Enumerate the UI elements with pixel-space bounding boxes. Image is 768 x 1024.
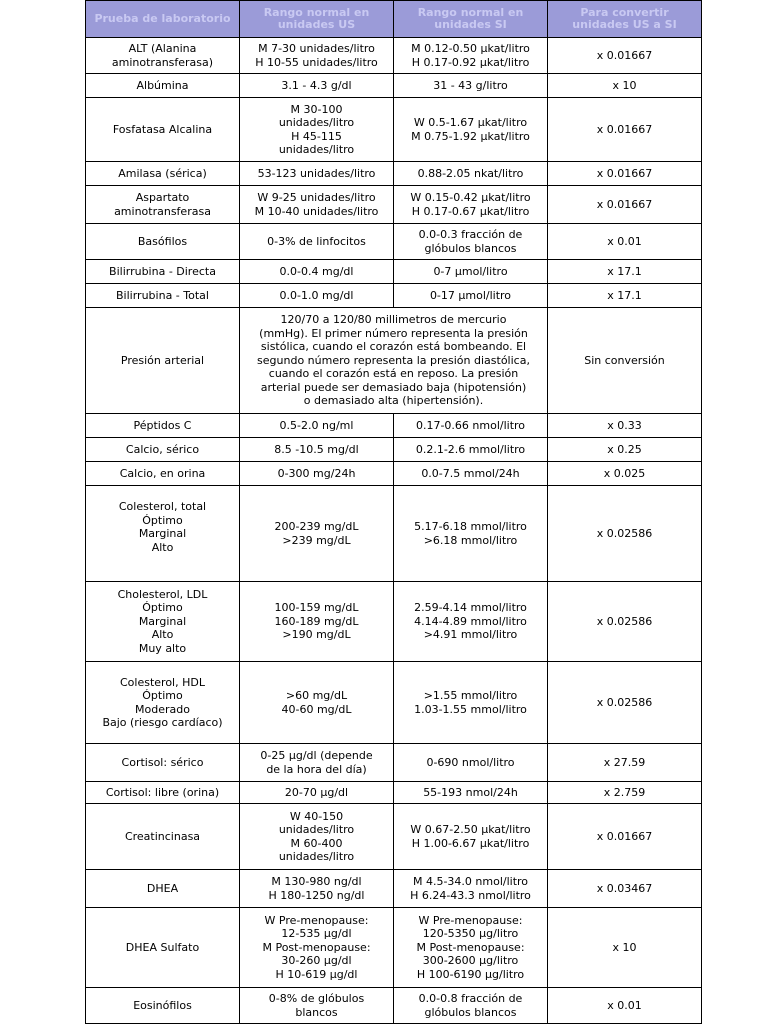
table-row bbox=[86, 186, 702, 224]
test-name-cell: Cholesterol, LDL Óptimo Marginal Alto Muy alto bbox=[86, 582, 240, 662]
us-range-cell: M 7-30 unidades/litro H 10-55 unidades/litro bbox=[240, 38, 394, 74]
table-row bbox=[86, 38, 702, 74]
test-name-cell: Cortisol: libre (orina) bbox=[86, 782, 240, 804]
table-row bbox=[86, 414, 702, 438]
conversion-cell: x 0.01667 bbox=[548, 186, 702, 224]
table-row bbox=[86, 988, 702, 1024]
us-range-cell: 0.0-0.4 mg/dl bbox=[240, 260, 394, 284]
conversion-cell: x 0.025 bbox=[548, 462, 702, 486]
us-range-cell: >60 mg/dL 40-60 mg/dL bbox=[240, 662, 394, 744]
table-row bbox=[86, 908, 702, 988]
si-range-cell: W 0.15-0.42 µkat/litro H 0.17-0.67 µkat/litro bbox=[394, 186, 548, 224]
us-range-cell: 0.5-2.0 ng/ml bbox=[240, 414, 394, 438]
us-range-cell: M 130-980 ng/dl H 180-1250 ng/dl bbox=[240, 870, 394, 908]
si-range-cell: 55-193 nmol/24h bbox=[394, 782, 548, 804]
si-range-cell: 0.2.1-2.6 mmol/litro bbox=[394, 438, 548, 462]
si-range-cell: 0.0-0.3 fracción de glóbulos blancos bbox=[394, 224, 548, 260]
conversion-cell: x 17.1 bbox=[548, 260, 702, 284]
conversion-cell: x 0.02586 bbox=[548, 662, 702, 744]
table-row bbox=[86, 260, 702, 284]
si-range-cell: W 0.67-2.50 µkat/litro H 1.00-6.67 µkat/litro bbox=[394, 804, 548, 870]
test-name-cell: Cortisol: sérico bbox=[86, 744, 240, 782]
table-row bbox=[86, 462, 702, 486]
test-name-cell: Amilasa (sérica) bbox=[86, 162, 240, 186]
test-name-cell: Basófilos bbox=[86, 224, 240, 260]
table-row bbox=[86, 582, 702, 662]
conversion-cell: Sin conversión bbox=[548, 308, 702, 414]
us-range-cell: 0.0-1.0 mg/dl bbox=[240, 284, 394, 308]
conversion-cell: x 10 bbox=[548, 74, 702, 98]
header-us-range: Rango normal en unidades US bbox=[240, 1, 394, 38]
lab-values-table bbox=[85, 0, 702, 1024]
test-name-cell: Calcio, en orina bbox=[86, 462, 240, 486]
table-body bbox=[86, 38, 702, 1024]
description-cell: 120/70 a 120/80 millimetros de mercurio (mmHg). El primer número representa la presión sistólica, cuando el corazón está bombeando. El segundo número representa la presión diastólica, cuando el corazón está en reposo. La presión arterial puede ser demasiado baja (hipotensión) o demasiado alta (hipertensión). bbox=[240, 308, 548, 414]
table-row bbox=[86, 782, 702, 804]
header-row bbox=[86, 1, 702, 38]
si-range-cell: 0.17-0.66 nmol/litro bbox=[394, 414, 548, 438]
table-row bbox=[86, 804, 702, 870]
conversion-cell: x 17.1 bbox=[548, 284, 702, 308]
table-row bbox=[86, 308, 702, 414]
si-range-cell: W Pre-menopause: 120-5350 µg/litro M Post-menopause: 300-2600 µg/litro H 100-6190 µg/litro bbox=[394, 908, 548, 988]
test-name-cell: Bilirrubina - Directa bbox=[86, 260, 240, 284]
conversion-cell: x 0.01667 bbox=[548, 38, 702, 74]
header-test: Prueba de laboratorio bbox=[86, 1, 240, 38]
si-range-cell: W 0.5-1.67 µkat/litro M 0.75-1.92 µkat/litro bbox=[394, 98, 548, 162]
si-range-cell: M 4.5-34.0 nmol/litro H 6.24-43.3 nmol/litro bbox=[394, 870, 548, 908]
test-name-cell: Creatincinasa bbox=[86, 804, 240, 870]
conversion-cell: x 10 bbox=[548, 908, 702, 988]
us-range-cell: 0-8% de glóbulos blancos bbox=[240, 988, 394, 1024]
us-range-cell: 200-239 mg/dL >239 mg/dL bbox=[240, 486, 394, 582]
table-row bbox=[86, 224, 702, 260]
table-row bbox=[86, 438, 702, 462]
si-range-cell: 0-690 nmol/litro bbox=[394, 744, 548, 782]
si-range-cell: >1.55 mmol/litro 1.03-1.55 mmol/litro bbox=[394, 662, 548, 744]
us-range-cell: W Pre-menopause: 12-535 µg/dl M Post-menopause: 30-260 µg/dl H 10-619 µg/dl bbox=[240, 908, 394, 988]
si-range-cell: 0-7 µmol/litro bbox=[394, 260, 548, 284]
test-name-cell: Presión arterial bbox=[86, 308, 240, 414]
lab-units-document bbox=[85, 0, 701, 1024]
us-range-cell: 53-123 unidades/litro bbox=[240, 162, 394, 186]
si-range-cell: 0.88-2.05 nkat/litro bbox=[394, 162, 548, 186]
test-name-cell: ALT (Alanina aminotransferasa) bbox=[86, 38, 240, 74]
conversion-cell: x 0.02586 bbox=[548, 486, 702, 582]
table-header bbox=[86, 1, 702, 38]
conversion-cell: x 0.01 bbox=[548, 988, 702, 1024]
conversion-cell: x 27.59 bbox=[548, 744, 702, 782]
table-row bbox=[86, 744, 702, 782]
test-name-cell: Eosinófilos bbox=[86, 988, 240, 1024]
us-range-cell: W 9-25 unidades/litro M 10-40 unidades/litro bbox=[240, 186, 394, 224]
test-name-cell: Colesterol, total Óptimo Marginal Alto bbox=[86, 486, 240, 582]
us-range-cell: 8.5 -10.5 mg/dl bbox=[240, 438, 394, 462]
conversion-cell: x 0.02586 bbox=[548, 582, 702, 662]
conversion-cell: x 0.33 bbox=[548, 414, 702, 438]
conversion-cell: x 2.759 bbox=[548, 782, 702, 804]
test-name-cell: Colesterol, HDL Óptimo Moderado Bajo (riesgo cardíaco) bbox=[86, 662, 240, 744]
si-range-cell: 0-17 µmol/litro bbox=[394, 284, 548, 308]
us-range-cell: 0-25 µg/dl (depende de la hora del día) bbox=[240, 744, 394, 782]
si-range-cell: 5.17-6.18 mmol/litro >6.18 mmol/litro bbox=[394, 486, 548, 582]
test-name-cell: DHEA Sulfato bbox=[86, 908, 240, 988]
table-row bbox=[86, 284, 702, 308]
conversion-cell: x 0.25 bbox=[548, 438, 702, 462]
test-name-cell: Albúmina bbox=[86, 74, 240, 98]
header-si-range: Rango normal en unidades SI bbox=[394, 1, 548, 38]
conversion-cell: x 0.01667 bbox=[548, 98, 702, 162]
table-row bbox=[86, 162, 702, 186]
si-range-cell: 2.59-4.14 mmol/litro 4.14-4.89 mmol/litro >4.91 mmol/litro bbox=[394, 582, 548, 662]
us-range-cell: 0-3% de linfocitos bbox=[240, 224, 394, 260]
test-name-cell: Fosfatasa Alcalina bbox=[86, 98, 240, 162]
us-range-cell: 20-70 µg/dl bbox=[240, 782, 394, 804]
test-name-cell: Calcio, sérico bbox=[86, 438, 240, 462]
table-row bbox=[86, 870, 702, 908]
table-row bbox=[86, 662, 702, 744]
us-range-cell: 0-300 mg/24h bbox=[240, 462, 394, 486]
us-range-cell: 3.1 - 4.3 g/dl bbox=[240, 74, 394, 98]
si-range-cell: 0.0-0.8 fracción de glóbulos blancos bbox=[394, 988, 548, 1024]
test-name-cell: Aspartato aminotransferasa bbox=[86, 186, 240, 224]
si-range-cell: 0.0-7.5 mmol/24h bbox=[394, 462, 548, 486]
conversion-cell: x 0.01667 bbox=[548, 804, 702, 870]
conversion-cell: x 0.01 bbox=[548, 224, 702, 260]
test-name-cell: Péptidos C bbox=[86, 414, 240, 438]
header-conversion: Para convertir unidades US a SI bbox=[548, 1, 702, 38]
table-row bbox=[86, 486, 702, 582]
conversion-cell: x 0.01667 bbox=[548, 162, 702, 186]
test-name-cell: Bilirrubina - Total bbox=[86, 284, 240, 308]
us-range-cell: 100-159 mg/dL 160-189 mg/dL >190 mg/dL bbox=[240, 582, 394, 662]
table-row bbox=[86, 74, 702, 98]
si-range-cell: M 0.12-0.50 µkat/litro H 0.17-0.92 µkat/litro bbox=[394, 38, 548, 74]
us-range-cell: W 40-150 unidades/litro M 60-400 unidades/litro bbox=[240, 804, 394, 870]
conversion-cell: x 0.03467 bbox=[548, 870, 702, 908]
test-name-cell: DHEA bbox=[86, 870, 240, 908]
si-range-cell: 31 - 43 g/litro bbox=[394, 74, 548, 98]
us-range-cell: M 30-100 unidades/litro H 45-115 unidades/litro bbox=[240, 98, 394, 162]
table-row bbox=[86, 98, 702, 162]
